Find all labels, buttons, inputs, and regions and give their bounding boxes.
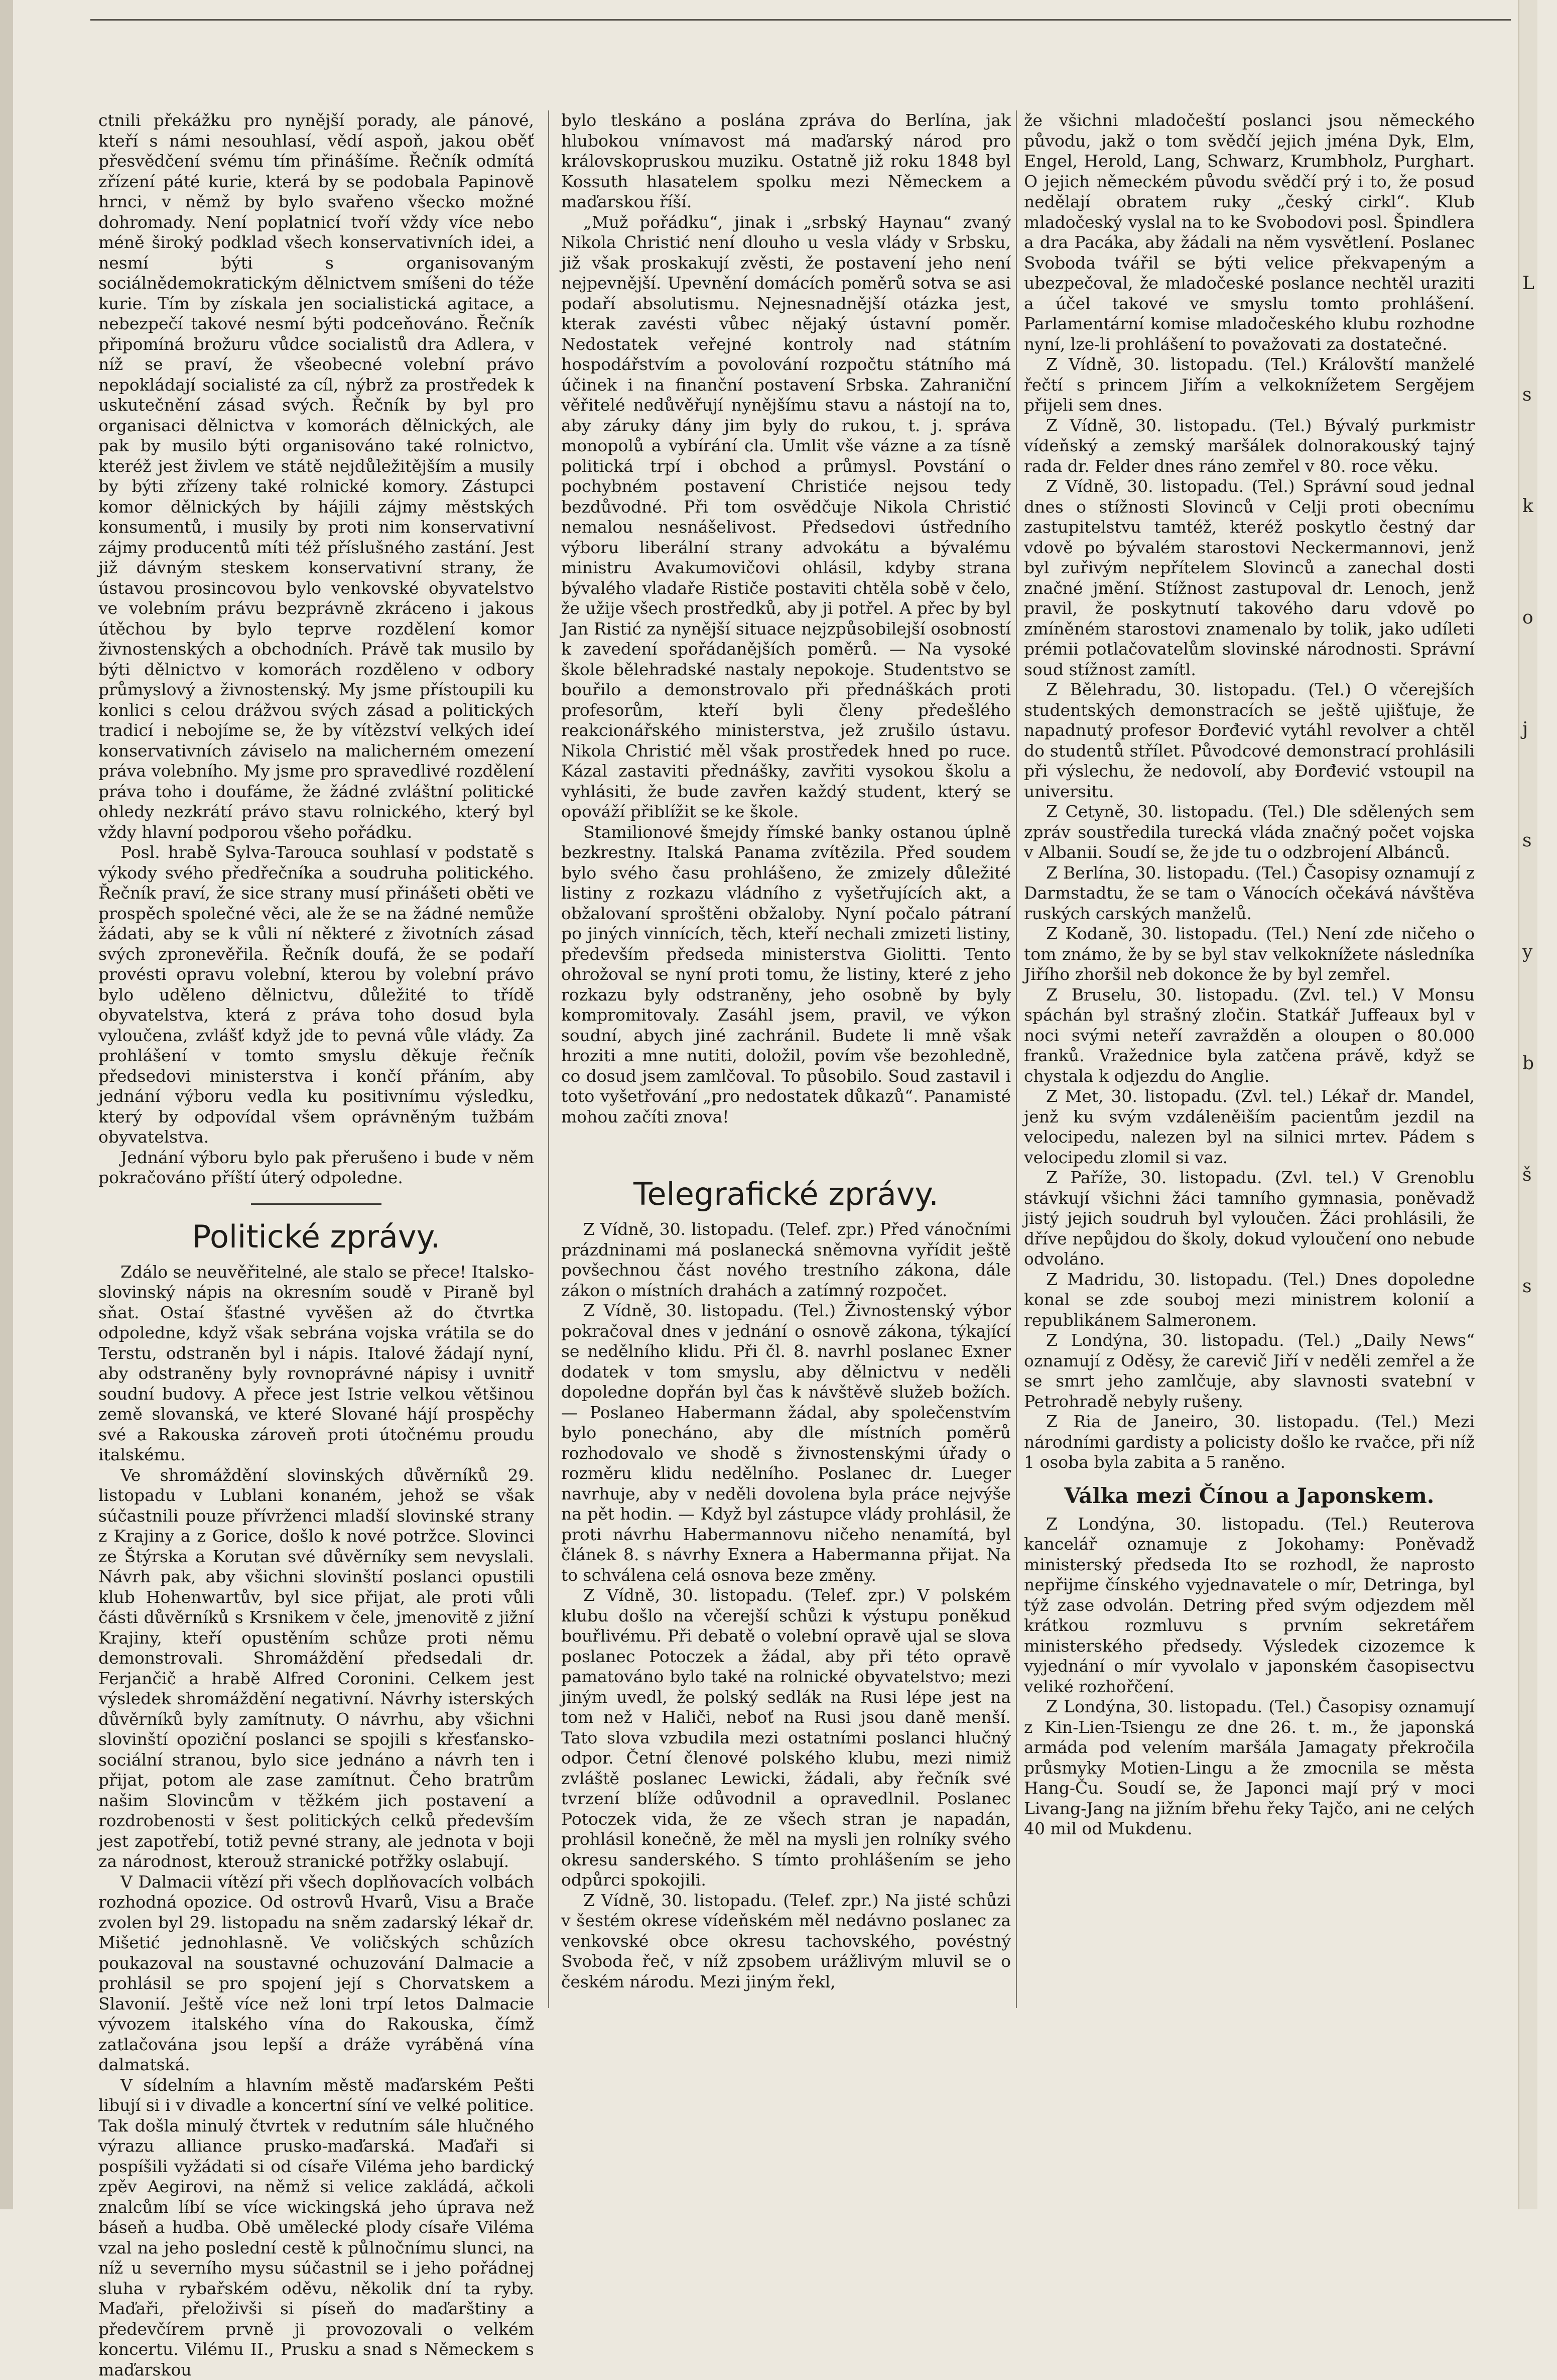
section-title-valka: Válka mezi Čínou a Japonskem. [1024, 1482, 1475, 1510]
paragraph: Z Paříže, 30. listopadu. (Zvl. tel.) V Grenoblu stávkují všichni žáci tamního gymnasia, poněvadž jistý jejich soudruh byl vyloučen. Žáci prohlásili, že dříve nepůjdou do školy, dokud vyloučení ono nebude odvoláno. [1024, 1168, 1475, 1270]
paragraph: Ve shromáždění slovinských důvěrníků 29. listopadu v Lublani konaném, jehož se však súčastnili pouze přívrženci mladší slovinské strany z Krajiny a z Gorice, došlo k nové potržce. Slovinci ze Štýrska a Korutan své důvěrníky sem nevyslali. Návrh pak, aby všichni slovinští poslanci opustili klub Hohenwartův, byl sice přijat, ale proti vůli části důvěrníků s Krsnikem v čele, jmenovitě z jižní Krajiny, kteří opustěním schůze proti němu demonstrovali. Shromáždění předsedali dr. Ferjančič a hrabě Alfred Coronini. Celkem jest výsledek shromáždění negativní. Návrhy isterských důvěrníků byly zamítnuty. O návrhu, aby všichni slovinští opoziční poslanci se spojili s křesťansko-sociální stranou, bylo sice jednáno a návrh ten i přijat, potom ale zase zamítnut. Čeho bratrům našim Slovincům v těžkém jich postavení a rozdrobenosti v šest politických celků především jest zapotřebí, totiž pevné strany, ale jednota v boji za národnost, kterouž stranické potřžky oslabují. [98, 1465, 534, 1872]
top-rule [90, 19, 1511, 21]
column-divider [548, 110, 549, 2008]
margin-fragment: s [1522, 1268, 1537, 1305]
paragraph: že všichni mladočeští poslanci jsou německého původu, jakž o tom svědčí jejich jména Dyk, Elm, Engel, Herold, Lang, Schwarz, Krumbholz, Purghart. O jejich německém původu svědčí prý i to, že posud nedělají obratem ruky „český cirkl“. Klub mladočeský vyslal na to ke Svobodovi posl. Špindlera a dra Pacáka, aby žádali na něm vysvětlení. Poslanec Svoboda tvářil se býti velice překvapeným a ubezpečoval, že mladočeské poslance nechtěl uraziti a účel takové ve smyslu tomto prohlášení. Parlamentární komise mladočeského klubu rozhodne nyní, lze-li prohlášení to považovati za dostatečné. [1024, 110, 1475, 354]
paragraph: Z Met, 30. listopadu. (Zvl. tel.) Lékař dr. Mandel, jenž ku svým vzdáleněiším pacientům jezdil na velocipedu, nalezen byl na silnici mrtev. Pádem s velocipedu zlomil si vaz. [1024, 1086, 1475, 1168]
paragraph: Zdálo se neuvěřitelné, ale stalo se přece! Italsko-slovinský nápis na okresním soudě v Piraně byl sňat. Ostaí šťastné vyvěšen až do čtvrtka odpoledne, když však sebrána vojska vrátila se do Terstu, odstraněn byl i nápis. Italové žádají nyní, aby odstraněny byly rovnoprávné nápisy i uvnitř soudní budovy. A přece jest Istrie velkou většinou země slovanská, ve které Slované hájí prospěchy své a Rakouska zároveň proti útočnému proudu italskému. [98, 1262, 534, 1465]
paragraph: Stamilionové šmejdy římské banky ostanou úplně bezkrestny. Italská Panama zvítězila. Před soudem bylo svého času prohlášeno, že zmizely důležité listiny z rozkazu vládního z vyšetřujících akt, a obžalovaní sproštěni obžaloby. Nyní počalo pátraní po jiných vinnících, těch, kteří nechali zmizeti listiny, především předseda ministerstva Giolitti. Tento ohrožoval se nyní proti tomu, že listiny, které z jeho rozkazu byly odstraněny, jeho osobně by byly kompromitovaly. Zasáhl jsem, pravil, ve výkon soudní, abych jiné zachránil. Budete li mně však hroziti a mne nutiti, doložil, povím vše bezohledně, co dosud jsem zamlčoval. To působilo. Soud zastavil i toto vyšetřování „pro nedostatek důkazů“. Panamisté mohou začíti znova! [561, 822, 1011, 1128]
right-margin-fragments [1522, 191, 1537, 1380]
paragraph: Z Madridu, 30. listopadu. (Tel.) Dnes dopoledne konal se zde souboj mezi ministrem kolonií a republikánem Salmeronem. [1024, 1270, 1475, 1331]
margin-fragment: š [1522, 1157, 1537, 1194]
section-title-telegraficke-zpravy: Telegrafické zprávy. [561, 1174, 1011, 1214]
paragraph: Z Vídně, 30. listopadu. (Tel.) Správní soud jednal dnes o stížnosti Slovinců v Celji proti obecnímu zastupitelstvu tamtéž, kteréž poskytlo čestný dar vdově po bývalém starostovi Neckermannovi, jenž byl zuřivým nepřítelem Slovinců a zanechal dosti značné jmění. Stížnost zastupoval dr. Lenoch, jenž pravil, že poskytnutí takového daru vdově po zmíněném starostovi znamenalo by tolik, jako udíleti prémii potlačovatelům slovinské národnosti. Správní soud stížnost zamítl. [1024, 476, 1475, 680]
page-left-edge [0, 0, 13, 2209]
paragraph: Z Ria de Janeiro, 30. listopadu. (Tel.) Mezi národními gardisty a policisty došlo ke rvačce, při níž 1 osoba byla zabita a 5 raněno. [1024, 1412, 1475, 1473]
margin-fragment: s [1522, 822, 1537, 859]
section-title-politicke-zpravy: Politické zprávy. [98, 1217, 534, 1257]
paragraph: Z Bělehradu, 30. listopadu. (Tel.) O včerejších studentských demonstracích se ještě ujišťuje, že napadnutý profesor Đorđević vytáhl revolver a chtěl do studentů střílet. Původcové demonstrací prohlásili při výslechu, že nedovolí, aby Đorđević vstoupil na universitu. [1024, 680, 1475, 802]
paragraph: Z Berlína, 30. listopadu. (Tel.) Časopisy oznamují z Darmstadtu, že se tam o Vánocích očekává návštěva ruských carských manželů. [1024, 863, 1475, 924]
paragraph: Z Kodaně, 30. listopadu. (Tel.) Není zde ničeho o tom známo, že by se byl stav velkoknížete následníka Jiřího zhoršil neb dokonce že by byl zemřel. [1024, 924, 1475, 985]
margin-fragment: k [1522, 488, 1537, 525]
paragraph: Z Londýna, 30. listopadu. (Tel.) „Daily News“ oznamují z Oděsy, že carevič Jiří v neděli zemřel a že se smrt jeho zamlčuje, aby slavnosti svatební v Petrohradě nebyly rušeny. [1024, 1330, 1475, 1412]
column-3 [1024, 110, 1475, 2194]
paragraph: „Muž pořádku“, jinak i „srbský Haynau“ zvaný Nikola Christić není dlouho u vesla vlády v Srbsku, již však proskakují zvěsti, že postavení jeho není nejpevnější. Upevnění domácích poměrů sotva se asi podaří absolutismu. Nejnesnadnější otázka jest, kterak zavésti vůbec nějaký ústavní poměr. Nedostatek veřejné kontroly nad státním hospodářstvím a povolování rozpočtu státního má účinek i na finanční postavení Srbska. Zahraniční věřitelé nedůvěřují nynějšímu stavu a nástojí na to, aby záruky dány jim byly do rukou, t. j. správa monopolů a vybírání cla. Umlit vše vázne a za tísně politická trpí i obchod a průmysl. Povstání o pochybném postavení Christiće nejsou tedy bezdůvodné. Při tom osvědčuje Nikola Christić nemalou nesnášelivost. Předsedovi ústředního výboru liberální strany advokátu a bývalému ministru Avakumovičovi ohlásil, kdyby strana bývalého vladaře Rističe postaviti chtěla sobě v čelo, že užije všech prostředků, aby ji potřel. A přec by byl Jan Ristić za nynější situace nejzpůsobilejší osobností k zavedení spořádanějších poměrů. — Na vysoké škole bělehradské nastaly nepokoje. Studentstvo se bouřilo a demonstrovalo při přednáškách proti profesorům, kteří byli členy předešlého reakcionářského ministerstva, jež zrušilo ústavu. Nikola Christić měl však prostředek hned po ruce. Kázal zastaviti přednášky, zavřiti vysokou školu a vyhlásiti, že bude zavřen každý student, který se opováží přiblížit se ke škole. [561, 212, 1011, 822]
column-2 [561, 110, 1011, 2194]
margin-fragment: s [1522, 377, 1537, 414]
column-divider [1016, 110, 1017, 2008]
margin-fragment: j [1522, 711, 1537, 748]
section-divider [251, 1203, 381, 1205]
margin-fragment: y [1522, 934, 1537, 971]
paragraph: Z Vídně, 30. listopadu. (Telef. zpr.) Na jisté schůzi v šestém okrese vídeňském měl nedávno poslanec za venkovské obce okresu tachovského, povéstný Svoboda řeč, v níž zpsobem urážlivým mluvil se o českém národu. Mezi jiným řekl, [561, 1891, 1011, 1992]
paragraph: Jednání výboru bylo pak přerušeno i bude v něm pokračováno příští úterý odpoledne. [98, 1148, 534, 1188]
paragraph: Z Cetyně, 30. listopadu. (Tel.) Dle sdělených sem zpráv soustředila turecká vláda značný počet vojska v Albanii. Soudí se, že jde tu o odzbrojení Albánců. [1024, 802, 1475, 863]
paragraph: Z Vídně, 30. listopadu. (Tel.) Královští manželé řečtí s princem Jiřím a velkoknížetem Sergějem přijeli sem dnes. [1024, 354, 1475, 416]
paragraph: Z Vídně, 30. listopadu. (Tel.) Živnostenský výbor pokračoval dnes v jednání o osnově zákona, týkající se nedělního klidu. Při čl. 8. navrhl poslanec Exner dodatek v tom smyslu, aby dělnictvu v neděli dopoledne dopřán byl čas k návštěvě služeb božích. — Poslaneo Habermann žádal, aby společenstvím bylo ponecháno, aby dle místních poměrů rozhodovalo ve shodě s živnostenskými úřady o rozměru klidu nedělního. Poslanec dr. Lueger navrhuje, aby v neděli dovolena byla práce nejvýše na pět hodin. — Když byl zástupce vlády prohlásil, že proti návrhu Habermannovu ničeho nenamítá, byl článek 8. s návrhy Exnera a Habermanna přijat. Na to schválena celá osnova beze změny. [561, 1301, 1011, 1585]
paragraph: V Dalmacii vítězí při všech doplňovacích volbách rozhodná opozice. Od ostrovů Hvarů, Visu a Brače zvolen byl 29. listopadu na sněm zadarský lékař dr. Mišetić jednohlasně. Ve voličských schůzích poukazoval na soustavné ochuzování Dalmacie a prohlásil se pro spojení její s Chorvatskem a Slavonií. Ještě více než loni trpí letos Dalmacie vývozem italského vína do Rakouska, čímž zatlačována jsou lepší a dráže vyráběná vína dalmatská. [98, 1872, 534, 2075]
spacer [561, 1127, 1011, 1167]
margin-fragment: o [1522, 599, 1537, 637]
paragraph: Z Londýna, 30. listopadu. (Tel.) Reuterova kancelář oznamuje z Jokohamy: Poněvadž ministerský předseda Ito se rozhodl, že naprosto nepřijme čínského vyjednavatele o mír, Detringa, byl týž zase odvolán. Detring před svým odjezdem měl krátkou rozmluvu s prvním sekretářem ministerského předsedy. Výsledek cizozemce k vyjednání o mír vyvolalo v japonském časopisectvu veliké rozhořčení. [1024, 1514, 1475, 1697]
column-1 [98, 110, 534, 2194]
page-right-edge [1518, 0, 1537, 2209]
paragraph: Z Bruselu, 30. listopadu. (Zvl. tel.) V Monsu spáchán byl strašný zločin. Statkář Juffeaux byl v noci svými neteří zavražděn a oloupen o 80.000 franků. Vražednice byla zatčena právě, když se chystala k odjezdu do Anglie. [1024, 985, 1475, 1087]
paragraph: Z Vídně, 30. listopadu. (Tel.) Bývalý purkmistr vídeňský a zemský maršálek dolnorakouský tajný rada dr. Felder dnes ráno zemřel v 80. roce věku. [1024, 416, 1475, 477]
paragraph: ctnili překážku pro nynější porady, ale pánové, kteří s námi nesouhlasí, vědí aspoň, jakou oběť přesvědčení svému tím přinášíme. Řečník odmítá zřízení páté kurie, která by se podobala Papinově hrnci, v němž by bylo svařeno všecko možné dohromady. Není poplatnicí tvoří vždy více nebo méně široký podklad všech konservativních idei, a nesmí býti s organisovaným sociálnědemokratickým dělnictvem smíšeni do téže kurie. Tím by získala jen socialistická agitace, a nebezpečí takové nesmí býti podceňováno. Řečník připomíná brožuru vůdce socialistů dra Adlera, v níž se praví, že všeobecné volební právo nepokládají socialisté za cíl, nýbrž za prostředek k uskutečnění zásad svých. Řečník by byl pro organisaci dělnictva v komorách dělnických, ale pak by musilo býti organisováno také rolnictvo, kteréž jest živlem ve státě nejdůležitějším a musily by býti zřízeny také rolnické komory. Zástupci komor dělnických by hájili zájmy městských konsumentů, i musily by proti nim konservativní zájmy producentů míti též příslušného zastání. Jest již dávným steskem konservativní strany, že ústavou prosincovou bylo venkovské obyvatelstvo ve volebním právu bezprávně zkráceno i jakous útěchou by bylo teprve rozdělení komor živnostenských a obchodních. Právě tak musilo by býti dělnictvo v komorách rozděleno v odbory průmyslový a živnostenský. My jsme přístoupili ku konlici s celou drážvou svých zásad a politických tradicí i nebojíme se, že by vítězství velkých ideí konservativních záviselo na malicherném omezení práva volebního. My jsme pro spravedlivé rozdělení práva toho i doufáme, že žádné zvláštní politické ohledy nezkrátí právo stavu rolnického, který byl vždy hlavní podporou všeho pořádku. [98, 110, 534, 842]
margin-fragment: L [1522, 265, 1537, 302]
margin-fragment: b [1522, 1045, 1537, 1082]
paragraph: Z Londýna, 30. listopadu. (Tel.) Časopisy oznamují z Kin-Lien-Tsiengu ze dne 26. t. m., že japonská armáda pod velením maršála Jamagaty překročila průsmyky Motien-Lingu a že zmocnila se města Hang-Ču. Soudí se, že Japonci mají prý v moci Livang-Jang na jižním břehu řeky Tajčo, ani ne celých 40 mil od Mukdenu. [1024, 1697, 1475, 1839]
paragraph: Z Vídně, 30. listopadu. (Telef. zpr.) V polském klubu došlo na včerejší schůzi k výstupu poněkud bouřlivému. Při debatě o volební opravě ujal se slova poslanec Potoczek a žádal, aby při této opravě pamatováno bylo také na rolnické obyvatelstvo; mezi jiným uvedl, že polský sedlák na Rusi lépe jest na tom než v Haliči, neboť na Rusi jsou daně menší. Tato slova vzbudila mezi ostatními poslanci hlučný odpor. Četní členové polského klubu, mezi nimiž zvláště poslanec Lewicki, žádali, aby řečník své tvrzení blíže odůvodnil a opravedlnil. Poslanec Potoczek vida, že ze všech stran je napadán, prohlásil konečně, že měl na mysli jen rolníky svého okresu sanderského. S tímto prohlášením se jeho odpůrci spokojili. [561, 1585, 1011, 1891]
paragraph: V sídelním a hlavním městě maďarském Pešti libují si i v divadle a koncertní síní ve velké politice. Tak došla minulý čtvrtek v redutním sále hlučného výrazu alliance prusko-maďarská. Maďaři si pospíšili vyžádati si od císaře Viléma jeho bardický zpěv Aegirovi, na němž si velice zakládá, ačkoli znalcům líbí se více wickingská jeho úprava než báseň a hudba. Obě umělecké plody císaře Viléma vzal na jeho poslední cestě k půlnočnímu slunci, na níž u severního mysu súčastnil se i jeho pořádnej sluha v rybařském oděvu, několik dní ta ryby. Maďaři, přeloživši si píseň do maďarštiny a předevčírem prvně ji provozovali o velkém koncertu. Vilému II., Prusku a snad s Německem s maďarskou [98, 2075, 534, 2380]
paragraph: Posl. hrabě Sylva-Tarouca souhlasí v podstatě s výkody svého předřečníka a soudruha politického. Řečník praví, že sice strany musí přinášeti oběti ve prospěch společné věci, ale že se na žádné nemůže žádati, aby se k vůli ní některé z životních zásad svých zpronevěřila. Řečník doufá, že se podaří provésti opravu volební, kterou by volební právo bylo uděleno dělnictvu, důležité to třídě obyvatelstva, která z práva toho dosud byla vyloučena, zvlášť když jde to pevná vůle vlády. Za prohlášení v tomto smyslu děkuje řečník předsedovi ministerstva i končí přáním, aby jednání výboru vedla ku positivnímu výsledku, který by odpovídal všem oprávněným tužbám obyvatelstva. [98, 842, 534, 1148]
paragraph: Z Vídně, 30. listopadu. (Telef. zpr.) Před vánočními prázdninami má poslanecká sněmovna vyřídit ještě povšechnou část nového trestního zákona, dále zákon o místních drahách a zatímný rozpočet. [561, 1219, 1011, 1301]
paragraph: bylo tleskáno a poslána zpráva do Berlína, jak hlubokou vnímavost má maďarský národ pro královskopruskou muziku. Ostatně již roku 1848 byl Kossuth hlasatelem spolku mezi Německem a maďarskou říší. [561, 110, 1011, 212]
